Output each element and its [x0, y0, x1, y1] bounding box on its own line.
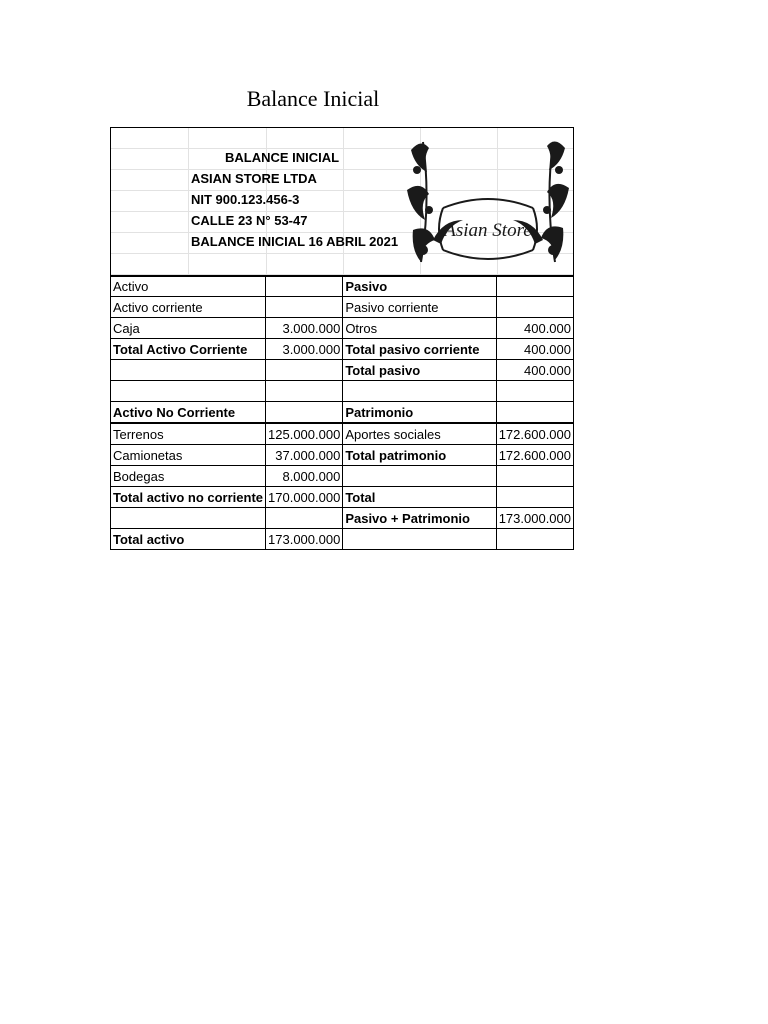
table-row: [111, 339, 574, 360]
logo-text: Asian Store: [444, 220, 532, 241]
activo-value-cell: 3.000.000: [266, 339, 343, 360]
table-row: [111, 381, 574, 402]
table-row: [111, 445, 574, 466]
company-address: CALLE 23 N° 53-47: [191, 213, 308, 228]
activo-label-cell: Camionetas: [111, 445, 266, 466]
company-name: ASIAN STORE LTDA: [191, 171, 317, 186]
pasivo-value-cell: [496, 529, 573, 550]
pasivo-label-cell: Pasivo + Patrimonio: [343, 508, 496, 529]
pasivo-label-cell: Pasivo corriente: [343, 297, 496, 318]
table-row: [111, 402, 574, 424]
activo-value-cell: 173.000.000: [266, 529, 343, 550]
activo-value-cell: 8.000.000: [266, 466, 343, 487]
pasivo-value-cell: 400.000: [496, 339, 573, 360]
company-nit: NIT 900.123.456-3: [191, 192, 300, 207]
activo-label-cell: Activo No Corriente: [111, 402, 266, 424]
table-row: [111, 529, 574, 550]
pasivo-value-cell: [496, 466, 573, 487]
activo-value-cell: [266, 297, 343, 318]
table-row: [111, 297, 574, 318]
pasivo-label-cell: [343, 466, 496, 487]
pasivo-value-cell: 173.000.000: [496, 508, 573, 529]
activo-value-cell: 170.000.000: [266, 487, 343, 508]
activo-label-cell: Total activo no corriente: [111, 487, 266, 508]
table-row: [111, 318, 574, 339]
pasivo-label-cell: Total pasivo: [343, 360, 496, 381]
activo-label-cell: Terrenos: [111, 423, 266, 445]
balance-table: [110, 275, 574, 550]
activo-value-cell: [266, 508, 343, 529]
activo-label-cell: [111, 360, 266, 381]
activo-label-cell: [111, 381, 266, 402]
pasivo-value-cell: [496, 276, 573, 297]
activo-label-cell: Total Activo Corriente: [111, 339, 266, 360]
activo-value-cell: 3.000.000: [266, 318, 343, 339]
activo-label-cell: Total activo: [111, 529, 266, 550]
activo-value-cell: 125.000.000: [266, 423, 343, 445]
table-row: [111, 487, 574, 508]
document-title: Balance Inicial: [246, 86, 380, 111]
pasivo-label-cell: Total: [343, 487, 496, 508]
balance-date: BALANCE INICIAL 16 ABRIL 2021: [191, 234, 399, 249]
activo-label-cell: Activo corriente: [111, 297, 266, 318]
activo-value-cell: [266, 381, 343, 402]
pasivo-value-cell: 172.600.000: [496, 445, 573, 466]
asian-store-logo: [403, 130, 573, 276]
activo-value-cell: [266, 276, 343, 297]
table-row: [111, 360, 574, 381]
activo-label-cell: [111, 508, 266, 529]
header-title: BALANCE INICIAL: [225, 150, 340, 165]
activo-value-cell: [266, 402, 343, 424]
pasivo-value-cell: 400.000: [496, 318, 573, 339]
pasivo-label-cell: [343, 529, 496, 550]
pasivo-value-cell: 400.000: [496, 360, 573, 381]
activo-label-cell: Caja: [111, 318, 266, 339]
table-row: [111, 423, 574, 445]
table-row: [111, 276, 574, 297]
pasivo-label-cell: Total pasivo corriente: [343, 339, 496, 360]
pasivo-label-cell: Otros: [343, 318, 496, 339]
activo-value-cell: [266, 360, 343, 381]
pasivo-value-cell: [496, 487, 573, 508]
balance-sheet: [110, 127, 574, 553]
table-row: [111, 508, 574, 529]
pasivo-value-cell: [496, 381, 573, 402]
pasivo-value-cell: [496, 297, 573, 318]
pasivo-label-cell: Aportes sociales: [343, 423, 496, 445]
pasivo-value-cell: [496, 402, 573, 424]
activo-value-cell: 37.000.000: [266, 445, 343, 466]
header-box: [110, 127, 574, 277]
activo-label-cell: Activo: [111, 276, 266, 297]
pasivo-label-cell: Total patrimonio: [343, 445, 496, 466]
pasivo-value-cell: 172.600.000: [496, 423, 573, 445]
pasivo-label-cell: [343, 381, 496, 402]
activo-label-cell: Bodegas: [111, 466, 266, 487]
pasivo-label-cell: Pasivo: [343, 276, 496, 297]
pasivo-label-cell: Patrimonio: [343, 402, 496, 424]
table-row: [111, 466, 574, 487]
